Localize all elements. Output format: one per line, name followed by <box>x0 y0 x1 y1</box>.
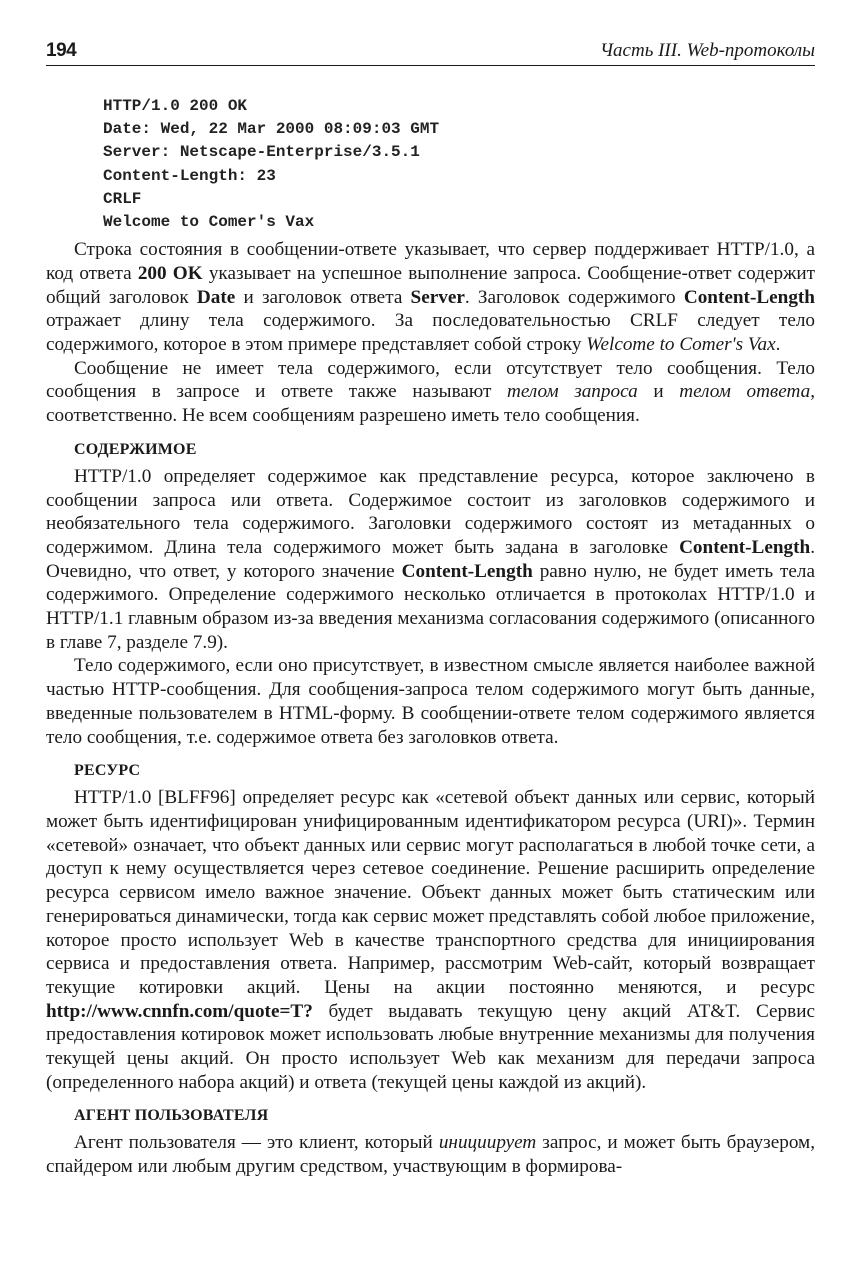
bold-term: Content-Length <box>683 286 815 308</box>
text-run: . <box>775 334 781 356</box>
paragraph-user-agent <box>46 1131 815 1178</box>
section-heading-content: СОДЕРЖИМОЕ <box>74 440 197 458</box>
paragraph-content-definition <box>46 465 815 655</box>
paragraph-content-body: Тело содержимого, если оно присутствует, в известном смысле является наиболее важной частью HTTP-сообщения. Для сообщения-запроса телом содержимого могут быть данные, введенные пользователем в HTML-форму. В сообщении-ответе телом содержимого является тело сообщения, т.е. содержимое ответа без заголовков ответа. <box>46 655 815 748</box>
paragraph-resource-definition <box>46 786 815 1094</box>
code-line: CRLF <box>103 189 142 208</box>
page-number: 194 <box>46 40 77 61</box>
bold-url: http://www.cnnfn.com/quote=T? <box>46 1000 313 1022</box>
page-body <box>46 95 815 1179</box>
code-line: Content-Length: 23 <box>103 166 276 185</box>
code-line: Welcome to Comer's Vax <box>103 213 315 232</box>
code-line: HTTP/1.0 200 OK <box>103 97 248 115</box>
text-run: будет выдавать текущую цену акций AT&T. Сервис предоставления котировок может использовать любые внутренние механизмы для получения текущей цены акций. Он просто использует Web как механизм для передачи запроса (определенного набора акций) и ответа (текущей цены каждой из акций). <box>46 1000 815 1093</box>
bold-term: 200 OK <box>137 262 203 284</box>
bold-term: Server <box>410 286 465 308</box>
running-header <box>46 40 815 66</box>
running-title: Часть III. Web-протоколы <box>599 40 815 61</box>
paragraph-message-body <box>46 357 815 428</box>
paragraph-status-line <box>46 238 815 357</box>
text-run: указывает на успешное выполнение запроса. Сообщение-ответ содержит общий заголовок <box>46 262 815 308</box>
italic-term: телом ответа <box>679 381 811 403</box>
text-run: отражает длину тела содержимого. За последовательностью CRLF следует тело содержимого, которое в этом примере представляет собой строку <box>46 310 815 356</box>
text-run: . Очевидно, что ответ, у которого значение <box>46 536 815 582</box>
text-run: HTTP/1.0 [BLFF96] определяет ресурс как «сетевой объект данных или сервис, который может быть идентифицирован унифицированным идентификатором ресурса (URI)». Термин «сетевой» означает, что объект данных или сервис могут располагаться в любой точке сети, а доступ к нему осуществляется через сетевое соединение. Решение расширить определение ресурса сервисом имело важное значение. Объект данных может быть статическим или генерироваться динамически, тогда как сервис может представлять собой любое приложение, которое просто использует Web в качестве транспортного средства для инициирования сервиса и предоставления ответа. Например, рассмотрим Web-сайт, который возвращает текущие котировки акций. Цены на акции постоянно меняются, и ресурс <box>46 787 815 998</box>
text-run: и заголовок ответа <box>235 286 411 308</box>
text-run: Строка состояния в сообщении-ответе указывает, что сервер поддерживает HTTP/1.0, а код ответа <box>46 239 815 284</box>
text-run: запрос, и может быть браузером, спайдером или любым другим средством, участвующим в формирова- <box>46 1132 815 1178</box>
italic-term: Welcome to Comer's Vax <box>586 334 776 356</box>
text-run: HTTP/1.0 определяет содержимое как представление ресурса, которое заключено в сообщении запроса или ответа. Содержимое состоит из заголовков содержимого и необязательного тела содержимого. Заголовки содержимого состоят из метаданных о содержимом. Длина тела содержимого может быть задана в заголовке <box>46 465 815 558</box>
text-run: . Заголовок содержимого <box>464 286 684 308</box>
bold-term: Content-Length <box>401 560 533 582</box>
italic-term: телом запроса <box>507 381 638 403</box>
text-run: Агент пользователя — это клиент, который <box>74 1132 439 1154</box>
bold-term: Date <box>196 286 236 308</box>
text-run: , соответственно. Не всем сообщениям разрешено иметь тело сообщения. <box>46 381 816 427</box>
text-run: и <box>637 381 680 403</box>
italic-term: инициирует <box>438 1132 537 1154</box>
bold-term: Content-Length <box>679 536 811 558</box>
text-run: Сообщение не имеет тела содержимого, если отсутствует тело сообщения. Тело сообщения в запросе и ответе также называют <box>46 357 815 403</box>
http-response-example <box>103 95 815 234</box>
code-line: Date: Wed, 22 Mar 2000 08:09:03 GMT <box>103 120 440 139</box>
section-heading-user-agent: АГЕНТ ПОЛЬЗОВАТЕЛЯ <box>74 1107 269 1125</box>
code-line: Server: Netscape-Enterprise/3.5.1 <box>103 143 420 162</box>
text-run: равно нулю, не будет иметь тела содержимого. Определение содержимого несколько отличается в протоколах HTTP/1.0 и HTTP/1.1 главным образом из-за введения механизма согласования содержимого (описанного в главе 7, разделе 7.9). <box>46 560 815 653</box>
section-heading-resource: РЕСУРС <box>74 762 141 780</box>
